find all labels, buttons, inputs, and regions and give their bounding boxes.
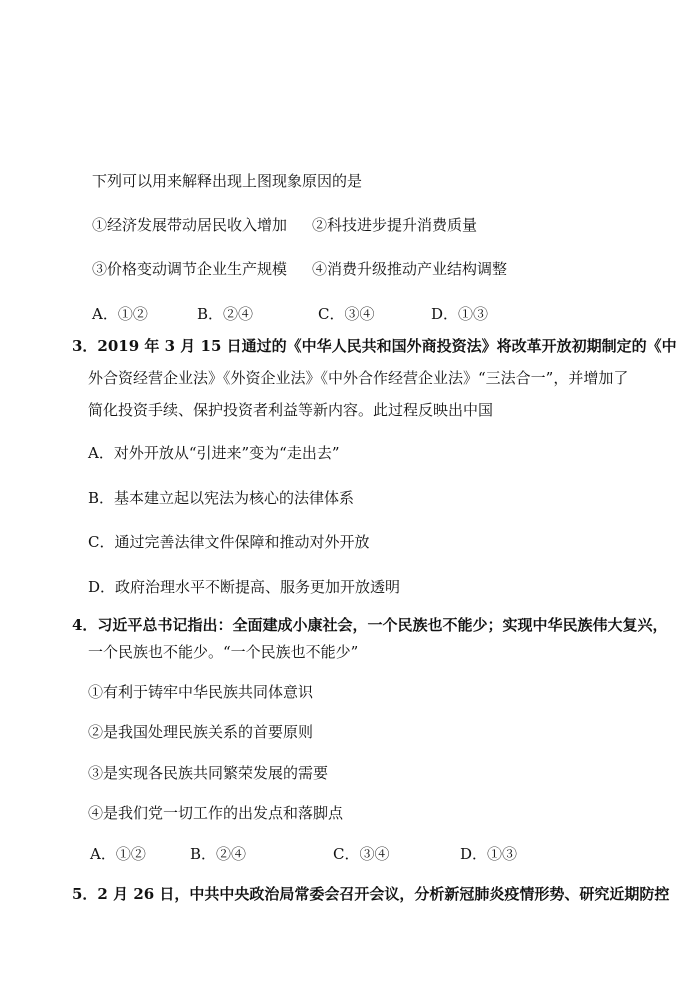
- q4-statement-2: ②是我国处理民族关系的首要原则: [88, 723, 314, 741]
- q4-option-a: A．①②: [90, 845, 146, 863]
- q4-option-c: C．③④: [333, 845, 390, 863]
- q4-option-d: D．①③: [460, 845, 518, 863]
- q4-statement-1: ①有利于铸牢中华民族共同体意识: [88, 683, 314, 701]
- q2-statement-1: ①经济发展带动居民收入增加: [92, 216, 288, 234]
- q2-statement-2: ②科技进步提升消费质量: [312, 216, 478, 234]
- q3-stem-line-3: 简化投资手续、保护投资者利益等新内容。此过程反映出中国: [88, 401, 494, 419]
- q2-option-c: C．③④: [318, 305, 375, 323]
- q3-option-a: A．对外开放从“引进来”变为“走出去”: [88, 444, 340, 462]
- q4-option-b: B．②④: [190, 845, 247, 863]
- q4-statement-3: ③是实现各民族共同繁荣发展的需要: [88, 764, 329, 782]
- q4-stem-line-2: 一个民族也不能少。“一个民族也不能少”: [88, 643, 359, 661]
- q3-option-b: B．基本建立起以宪法为核心的法律体系: [88, 489, 355, 507]
- q2-statement-4: ④消费升级推动产业结构调整: [312, 260, 508, 278]
- q4-stem-line-1: 4．习近平总书记指出：全面建成小康社会，一个民族也不能少；实现中华民族伟大复兴，: [72, 616, 668, 634]
- q2-option-a: A．①②: [92, 305, 148, 323]
- q2-option-b: B．②④: [197, 305, 254, 323]
- q3-stem-line-2: 外合资经营企业法》《外资企业法》《中外合作经营企业法》“三法合一”，并增加了: [88, 369, 629, 387]
- q3-option-c: C．通过完善法律文件保障和推动对外开放: [88, 533, 370, 551]
- q2-statement-3: ③价格变动调节企业生产规模: [92, 260, 288, 278]
- q5-stem-line-1: 5．2 月 26 日，中共中央政治局常委会召开会议，分析新冠肺炎疫情形势、研究近期防控: [72, 885, 670, 903]
- q2-option-d: D．①③: [431, 305, 489, 323]
- q3-option-d: D．政府治理水平不断提高、服务更加开放透明: [88, 578, 401, 596]
- q3-stem-line-1: 3．2019 年 3 月 15 日通过的《中华人民共和国外商投资法》将改革开放初期制定的《中: [72, 337, 677, 355]
- q2-stem: 下列可以用来解释出现上图现象原因的是: [92, 172, 363, 190]
- q4-statement-4: ④是我们党一切工作的出发点和落脚点: [88, 804, 344, 822]
